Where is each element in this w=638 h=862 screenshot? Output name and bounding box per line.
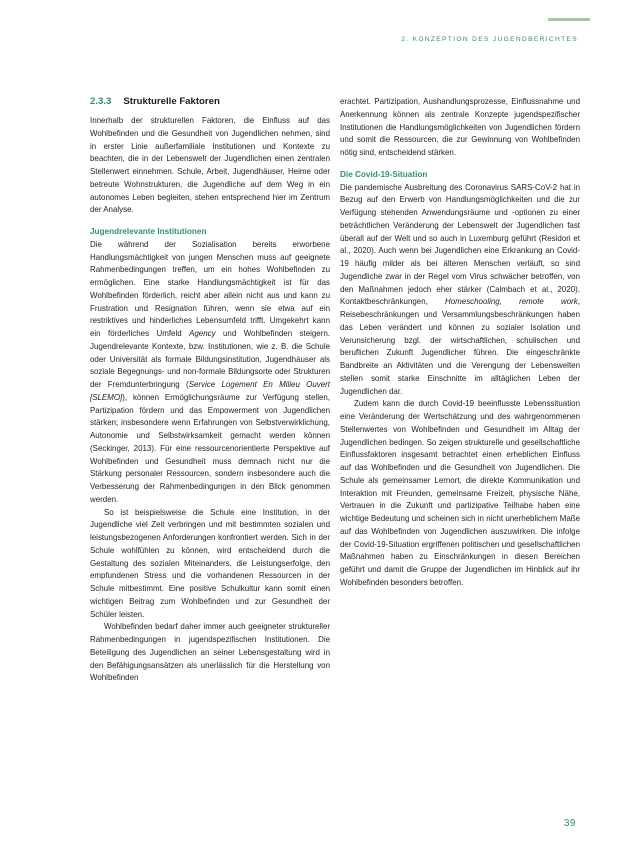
institutions-paragraph: [90, 239, 330, 507]
school-paragraph: So ist beispielsweise die Schule eine Institution, in der Jugendliche viel Zeit verbringen und mit bestimmten sozialen und leistungsbezogenen Anforderungen konfrontiert werden. Sich in der Schule wohlfühlen zu können, wird entscheidend durch die Gestaltung des sozialen Miteinanders, die Leistungserfolge, den empfundenen Stress und die vorhandenen Ressourcen in der Schule mitbestimmt. Eine positive Schulkultur kann somit einen wichtigen Beitrag zum Wohlbefinden und zur Gesundheit der Schüler leisten.: [90, 507, 330, 619]
text-run: und Wohlbefinden steigern. Jugendrelevante Kontexte, bzw. Institutionen, wie z. B. die Schule oder Universität als formale Bildungsinstitution, Jugendhäuser als soziale Begegnungs- und non-formale Bildungsorte oder Strukturen der Fremdunterbringung (: [90, 329, 330, 389]
left-column: [90, 96, 330, 685]
right-column: [340, 96, 580, 590]
text-run: Die pandemische Ausbreitung des Coronavirus SARS-CoV-2 hat in Bezug auf den Erwerb von Handlungsmöglichkeiten und die zur Verfügung stehenden Anwendungsräume und -optionen zu einer beträchtlichen Veränderung der Lebenswelt der Jugendlichen fast überall auf der Welt und so auch in Luxemburg geführt (Residori et al., 2020). Auch wenn bei Jugendlichen eine Erkrankung an Covid-19 häufig milder als bei älteren Menschen verläuft, so sind Jugendliche zwar in der Regel vom Virus schwächer betroffen, von den Maßnahmen jedoch eher stärker (Calmbach et al., 2020). Kontaktbeschränkungen,: [340, 182, 580, 307]
running-header: 2. KONZEPTION DES JUGENDBERICHTES: [401, 36, 578, 43]
header-accent-rule: [548, 18, 590, 21]
covid-paragraph: [340, 182, 580, 399]
text-run: , Reisebeschränkungen und Versammlungsbeschränkungen haben das Leben verändert und können zu sozialer Isolation und Verunsicherung bzgl. der wirtschaftlichen, schulischen und beruflichen Zukunft Jugendlicher führen. Die eingeschränkte Bandbreite an Aktivitäten und die Verengung der Lebenswelten stellen somit starke Einschnitte im alltäglichen Leben der Jugendlichen dar.: [340, 297, 580, 396]
continuation-paragraph: erachtet. Partizipation, Aushandlungsprozesse, Einflussnahme und Anerkennung können als zentrale Konzepte jugendspezifischer Institutionen die Handlungsmöglichkeiten von Jugendlichen fördern und somit die Ressourcen, die zur Gewinnung von Wohlbefinden nötig sind, entscheidend stärken.: [340, 97, 580, 157]
slemo-term: Service Logement En Milieu Ouvert [SLEMO]: [90, 380, 330, 402]
covid-measures-term: Homeschooling, remote work: [445, 297, 578, 307]
section-title: Strukturelle Faktoren: [123, 96, 220, 107]
section-number: 2.3.3: [90, 96, 112, 107]
text-run: ), können Ermöglichungsräume zur Verfügung stellen, Partizipation fördern und das Empowerment von Jugendlichen stärken; insbesondere wenn Erfahrungen von Selbstverwirklichung, Autonomie und Selbstwirksamkeit gemacht werden können (Seckinger, 2013). Für eine ressourcenorientierte Perspektive auf Wohlbefinden und Gesundheit muss demnach nicht nur die Stärkung personaler Ressourcen, sondern insbesondere auch die Verbesserung der Rahmenbedingungen in den Blick genommen werden.: [90, 392, 330, 504]
subheading-covid: Die Covid-19-Situation: [340, 169, 428, 179]
section-heading: [90, 96, 330, 108]
subheading-institutions: Jugendrelevante Institutionen: [90, 227, 207, 236]
wellbeing-paragraph: Wohlbefinden bedarf daher immer auch geeigneter struktureller Rahmenbedingungen in jugendspezifischen Institutionen. Die Beteiligung des Jugendlichen an seiner Lebensgestaltung wird in den Befähigungsansätzen als unerlässlich für die Herstellung von Wohlbefinden: [90, 622, 330, 683]
page-number: 39: [563, 818, 576, 829]
text-run: Die während der Sozialisation bereits erworbene Handlungsmächtigkeit von jungen Menschen muss auf geeignete Rahmenbedingungen treffen, um ein hohes Wohlbefinden zu ermöglichen. Eine starke Handlungsmächtigkeit ist für das Wohlbefinden förderlich, reicht aber allein nicht aus und kann zu Frustration und Resignation führen, wenn sie etwa auf ein restriktives und hinderliches Lebensumfeld trifft. Umgekehrt kann ein förderliches Umfeld: [90, 239, 330, 338]
covid-impact-paragraph: Zudem kann die durch Covid-19 beeinflusste Lebenssituation eine Veränderung der Wertschätzung und des wahrgenommenen Stellenwertes von Wohlbefinden und Gesundheit im Alltag der Jugendlichen bedingen. So zeigen strukturelle und gesellschaftliche Einflussfaktoren insgesamt betrachtet einen erheblichen Einfluss auf das Wohlbefinden und die Gesundheit von Jugendlichen. Die Schule als gemeinsamer Lernort, die direkte Kommunikation und Interaktion mit Freunden, gemeinsame Freizeit, physische Nähe, Vertrauen in die Zukunft und partizipative Teilhabe haben eine wichtige Bedeutung und scheinen sich in nicht unerheblichem Maße auf das Wohlbefinden von Jugendlichen auszuwirken. Die infolge der Covid-19-Situation ergriffenen politischen und gesellschaftlichen Maßnahmen haben zu Einschränkungen in diesen Bereichen geführt und damit die Gruppe der Jugendlichen im Hinblick auf ihr Wohlbefinden besonders betroffen.: [340, 399, 580, 587]
intro-paragraph: Innerhalb der strukturellen Faktoren, die Einfluss auf das Wohlbefinden und die Gesundheit von Jugendlichen nehmen, sind in erster Linie außerfamiliale Institutionen und Kontexte zu beachten, die in der Lebenswelt der Jugendlichen einen zentralen Stellenwert einnehmen. Schule, Arbeit, Jugendhäuser, Heime oder betreute Wohnstrukturen, die Jugendliche auf dem Weg in ein autonomes Leben begleiten, stehen entsprechend hier im Zentrum der Analyse.: [90, 116, 330, 215]
agency-term: Agency: [189, 329, 216, 338]
